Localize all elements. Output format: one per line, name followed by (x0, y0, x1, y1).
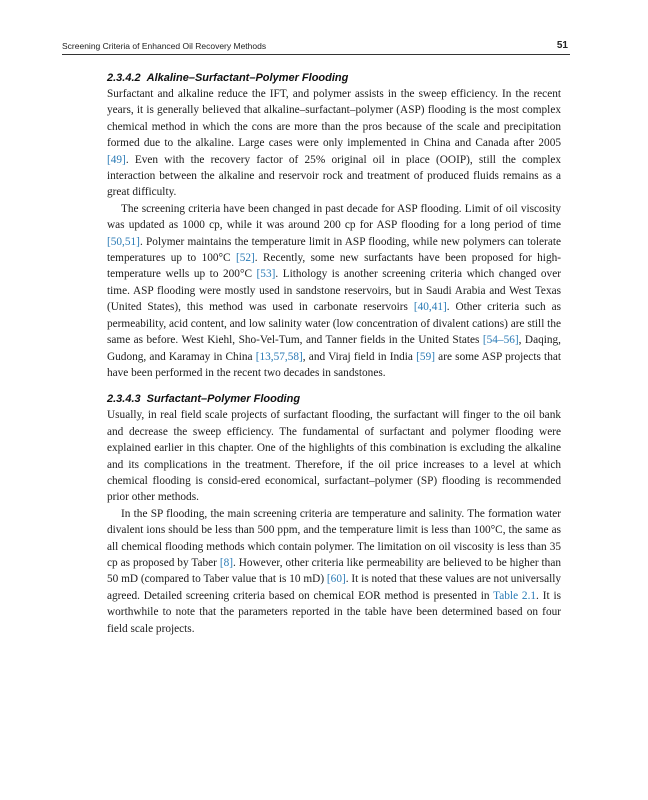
page-number: 51 (556, 40, 568, 51)
text-run: Surfactant and alkaline reduce the IFT, and polymer assists in the sweep efficiency. In the recent years, it is generally believed that alkaline–surfactant–polymer (ASP) flooding is the most complex chemical method in which the cons are more than the pros because of the scale and precipitation formed due to the alkaline. Large cases were only implemented in China and Canada after 2005 (107, 88, 561, 150)
paragraph (107, 506, 561, 637)
text-run: Usually, in real field scale projects of surfactant flooding, the surfactant will finger to the oil bank and decrease the sweep efficiency. The fundamental of surfactant and polymer flooding were explained earlier in this chapter. One of the highlights of this combination is excluding the alkaline and its complications in the treatment. Therefore, if the oil price increases to a level at which chemical flooding is consid-ered economical, surfactant–polymer (SP) flooding is recommended prior other methods. (107, 409, 561, 504)
text-run: , and Viraj field in India (302, 350, 417, 363)
section-number: 2.3.4.3 (107, 393, 141, 406)
citation-link[interactable]: [53] (256, 268, 276, 281)
citation-link[interactable]: [60] (326, 573, 346, 586)
citation-link[interactable]: Table 2.1 (493, 589, 537, 602)
section-heading (107, 70, 561, 86)
text-run: . Other criteria such as permeability, acid content, and low salinity water (low concentration of divalent cations) are still the same as before. West Kiehl, Sho-Vel-Tum, and Tanner fields in the United States (107, 301, 561, 347)
section-number: 2.3.4.2 (107, 72, 141, 84)
section-title: Surfactant–Polymer Flooding (146, 393, 301, 406)
text-run: The screening criteria have been changed in past decade for ASP flooding. Limit of oil viscosity was updated as 1000 cp, while it was around 200 cp for ASP flooding for a long period of time (107, 202, 561, 232)
text-run: . Polymer maintains the temperature limit in ASP flooding, while new polymers can tolerate temperatures up to 100°C (107, 235, 561, 265)
text-run: . However, other criteria like permeability are believed to be higher than 50 mD (compared to Taber value that is 10 mD) (107, 556, 561, 586)
paragraph (107, 86, 561, 201)
citation-link[interactable]: [59] (416, 350, 435, 363)
citation-link[interactable]: [8] (219, 556, 234, 569)
running-header (62, 40, 570, 55)
section-title: Alkaline–Surfactant–Polymer Flooding (146, 72, 349, 84)
running-title: Screening Criteria of Enhanced Oil Recovery Methods (62, 41, 267, 51)
text-run: . Lithology is another screening criteria which changed over time. ASP flooding were mostly used in sandstone reservoirs, but in Saudi Arabia and West Texas (United States), this method was used in carbonate reservoirs (107, 268, 561, 314)
citation-link[interactable]: [54–56] (482, 334, 519, 347)
citation-link[interactable]: [49] (107, 153, 126, 166)
text-run: . Recently, some new surfactants have been proposed for high-temperature wells up to 200°C (107, 252, 562, 281)
citation-link[interactable]: [50,51] (107, 235, 140, 248)
paragraph (107, 201, 561, 381)
citation-link[interactable]: [13,57,58] (255, 350, 303, 363)
body-text (107, 70, 561, 637)
citation-link[interactable]: [40,41] (413, 301, 447, 314)
text-run: . It is noted that these values are not universally agreed. Detailed screening criteria based on chemical EOR method is presented in (107, 573, 562, 602)
citation-link[interactable]: [52] (235, 252, 255, 265)
text-run: are some ASP projects that have been performed in the recent two decades in sandstones. (107, 350, 561, 379)
section-gap (107, 381, 561, 391)
section-heading (107, 391, 561, 407)
text-run: . Even with the recovery factor of 25% original oil in place (OOIP), still the complex interaction between the alkaline and reservoir rock and treatment of produced fluids remains as a great difficulty. (107, 153, 561, 199)
text-run: . It is worthwhile to note that the parameters reported in the table have been determined based on four field scale projects. (107, 589, 561, 635)
text-run: , Daqing, Gudong, and Karamay in China (107, 334, 561, 363)
text-run: In the SP flooding, the main screening criteria are temperature and salinity. The formation water divalent ions should be less than 500 ppm, and the temperature limit is less than 100°C, the same as all chemical flooding methods which contain polymer. The limitation on oil viscosity is less than 35 cp as proposed by Taber (107, 507, 561, 569)
paragraph (107, 407, 561, 505)
